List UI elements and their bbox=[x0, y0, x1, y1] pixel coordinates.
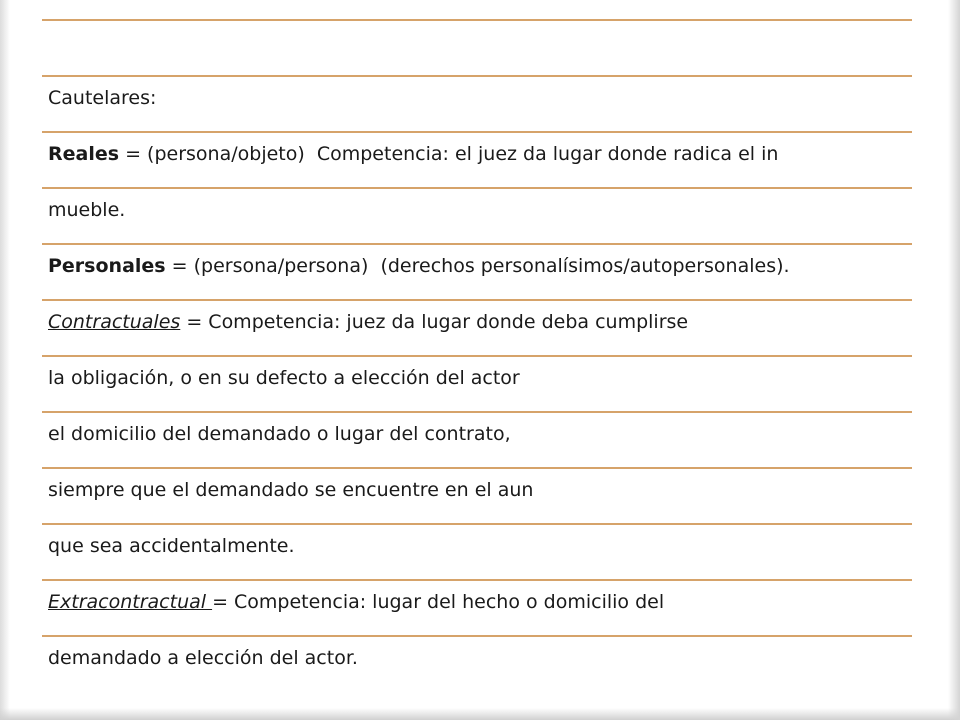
line-part: = (persona/objeto) Competencia: el juez da lugar donde radica el in bbox=[119, 143, 779, 165]
text-line bbox=[48, 254, 908, 278]
line-part: siempre que el demandado se encuentre en el aun bbox=[48, 479, 534, 501]
rule-line bbox=[42, 19, 912, 21]
rule-line bbox=[42, 411, 912, 413]
rule-line bbox=[42, 243, 912, 245]
line-part: que sea accidentalmente. bbox=[48, 535, 295, 557]
line-part: Cautelares: bbox=[48, 87, 157, 109]
bottom-shadow bbox=[0, 708, 960, 720]
line-part: = (persona/persona) (derechos personalísimos/autopersonales). bbox=[165, 255, 790, 277]
text-line bbox=[48, 534, 908, 558]
rule-line bbox=[42, 579, 912, 581]
text-line bbox=[48, 422, 908, 446]
text-line bbox=[48, 198, 908, 222]
line-part-bold: Reales bbox=[48, 143, 120, 165]
text-line bbox=[48, 478, 908, 502]
rule-line bbox=[42, 187, 912, 189]
rule-line bbox=[42, 635, 912, 637]
text-line bbox=[48, 142, 908, 166]
rule-line bbox=[42, 523, 912, 525]
line-part: el domicilio del demandado o lugar del contrato, bbox=[48, 423, 511, 445]
rule-line bbox=[42, 131, 912, 133]
line-part: mueble. bbox=[48, 199, 126, 221]
text-line bbox=[48, 590, 908, 614]
text-line bbox=[48, 646, 908, 670]
text-line bbox=[48, 310, 908, 334]
line-part: la obligación, o en su defecto a elección del actor bbox=[48, 367, 520, 389]
rule-line bbox=[42, 355, 912, 357]
line-part-underlined: Extracontractual bbox=[48, 591, 213, 613]
rule-line bbox=[42, 467, 912, 469]
text-line bbox=[48, 86, 908, 110]
line-part-bold: Personales bbox=[48, 255, 166, 277]
line-part: = Competencia: lugar del hecho o domicilio del bbox=[212, 591, 665, 613]
text-line bbox=[48, 366, 908, 390]
line-part: = Competencia: juez da lugar donde deba cumplirse bbox=[180, 311, 689, 333]
rule-line bbox=[42, 75, 912, 77]
line-part: demandado a elección del actor. bbox=[48, 647, 358, 669]
line-part-underlined: Contractuales bbox=[48, 311, 181, 333]
rule-line bbox=[42, 299, 912, 301]
